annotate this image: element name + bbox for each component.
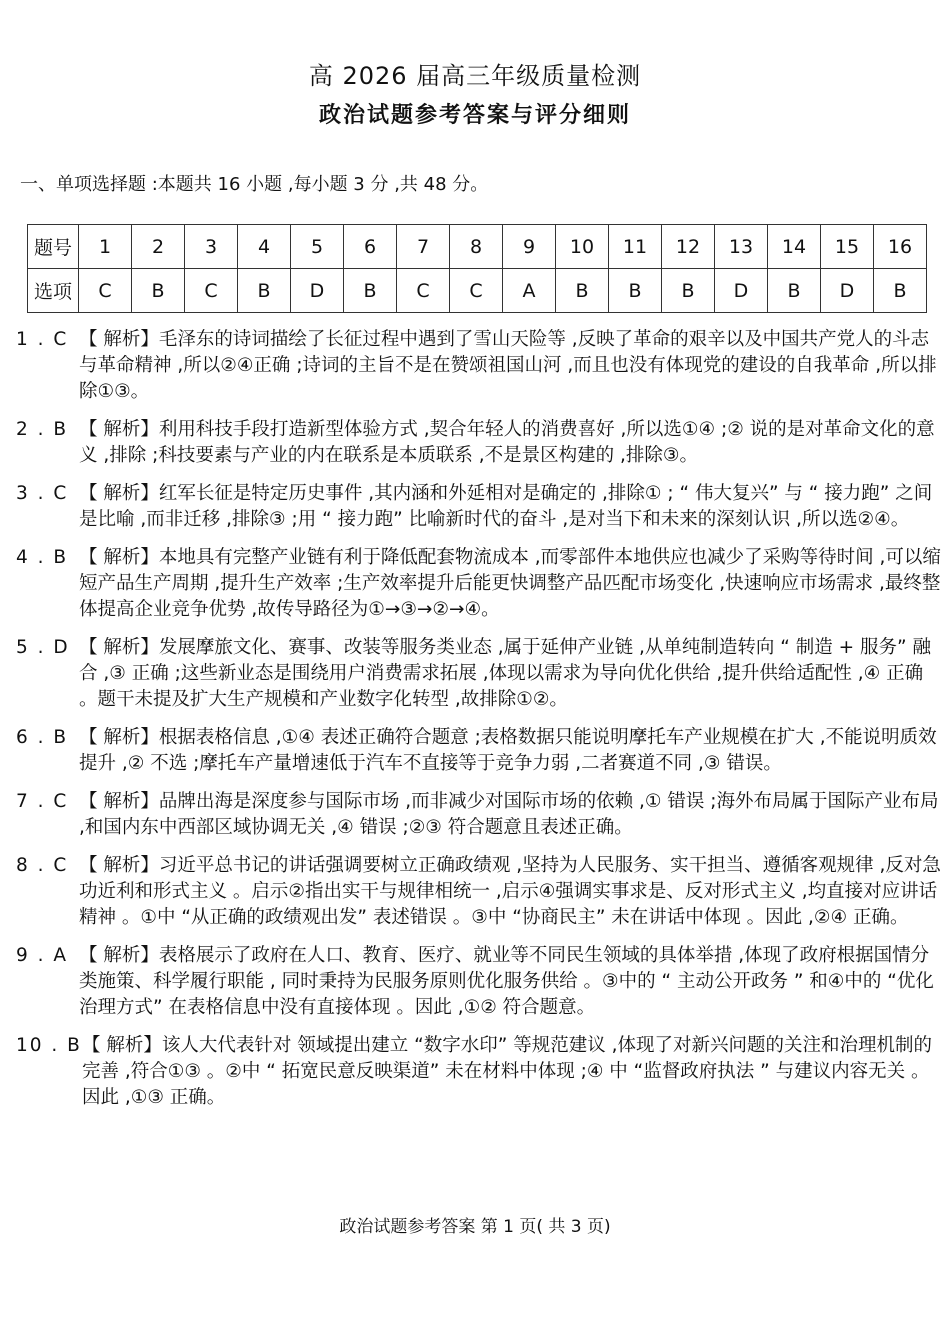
question-number: 15 (821, 225, 874, 269)
explanation-text: 【 解析】发展摩旅文化、赛事、改装等服务类业态 ,属于延伸产业链 ,从单纯制造转向 “ 制造 + 服务” 融合 ,③ 正确 ;这些新业态是围绕用户消费需求拓展 ,体现以需求为导向优化供给 ,提升供给适配性 ,④ 正确 。题干未提及扩大生产规模和产业数字化转型 ,故排除①②。 (79, 637, 931, 710)
answer-table (27, 224, 927, 313)
answer-choice: B (556, 269, 609, 313)
question-number: 7 (397, 225, 450, 269)
explanation-item (16, 417, 942, 469)
answer-choice: C (79, 269, 132, 313)
answer-choice: B (609, 269, 662, 313)
answer-choice: C (185, 269, 238, 313)
explanation-number: 9 . A (16, 945, 69, 966)
explanation-text: 【 解析】本地具有完整产业链有利于降低配套物流成本 ,而零部件本地供应也减少了采购等待时间 ,可以缩短产品生产周期 ,提升生产效率 ;生产效率提升后能更快调整产品匹配市场变化 ,快速响应市场需求 ,最终整体提高企业竞争优势 ,故传导路径为①→③→②→④。 (79, 547, 941, 620)
answer-choice: B (768, 269, 821, 313)
question-number: 14 (768, 225, 821, 269)
question-number: 16 (874, 225, 927, 269)
row-header-number: 题号 (28, 225, 79, 269)
explanation-item (16, 327, 942, 405)
answer-table-choice-row (28, 269, 927, 313)
section-heading: 一、单项选择题 :本题共 16 小题 ,每小题 3 分 ,共 48 分。 (20, 174, 489, 195)
explanation-number: 10 . B (16, 1035, 82, 1056)
question-number: 2 (132, 225, 185, 269)
question-number: 11 (609, 225, 662, 269)
answer-choice: C (450, 269, 503, 313)
answer-choice: B (874, 269, 927, 313)
explanation-item (16, 635, 942, 713)
answer-choice: B (662, 269, 715, 313)
question-number: 3 (185, 225, 238, 269)
explanation-text: 【 解析】该人大代表针对 领域提出建立 “数字水印” 等规范建议 ,体现了对新兴问题的关注和治理机制的完善 ,符合①③ 。②中 “ 拓宽民意反映渠道” 未在材料中体现 ;④ 中 “监督政府执法 ” 与建议内容无关 。因此 ,①③ 正确。 (82, 1035, 932, 1108)
answer-choice: D (291, 269, 344, 313)
explanation-number: 7 . C (16, 791, 69, 812)
answer-table-number-row (28, 225, 927, 269)
explanation-item (16, 789, 942, 841)
question-number: 5 (291, 225, 344, 269)
row-header-choice: 选项 (28, 269, 79, 313)
page-footer: 政治试题参考答案 第 1 页( 共 3 页) (339, 1217, 611, 1237)
question-number: 1 (79, 225, 132, 269)
explanation-text: 【 解析】品牌出海是深度参与国际市场 ,而非减少对国际市场的依赖 ,① 错误 ;海外布局属于国际产业布局 ,和国内东中西部区域协调无关 ,④ 错误 ;②③ 符合题意且表述正确。 (79, 791, 939, 838)
question-number: 9 (503, 225, 556, 269)
explanation-item (16, 481, 942, 533)
explanation-number: 4 . B (16, 547, 69, 568)
explanation-number: 3 . C (16, 483, 69, 504)
answer-choice: B (132, 269, 185, 313)
question-number: 4 (238, 225, 291, 269)
explanation-item (16, 545, 942, 623)
answer-choice: D (715, 269, 768, 313)
explanation-text: 【 解析】表格展示了政府在人口、教育、医疗、就业等不同民生领域的具体举措 ,体现了政府根据国情分类施策、科学履行职能 , 同时秉持为民服务原则优化服务供给 。③中的 “ 主动公开政务 ” 和④中的 “优化治理方式” 在表格信息中没有直接体现 。因此 ,①② 符合题意。 (79, 945, 934, 1018)
question-number: 8 (450, 225, 503, 269)
answer-choice: D (821, 269, 874, 313)
answer-choice: C (397, 269, 450, 313)
explanation-text: 【 解析】利用科技手段打造新型体验方式 ,契合年轻人的消费喜好 ,所以选①④ ;② 说的是对革命文化的意义 ,排除 ;科技要素与产业的内在联系是本质联系 ,不是景区构建的 ,排除③。 (79, 419, 935, 466)
answer-choice: A (503, 269, 556, 313)
question-number: 10 (556, 225, 609, 269)
document-subtitle: 政治试题参考答案与评分细则 (318, 103, 631, 128)
explanation-item (16, 725, 942, 777)
explanation-item (16, 943, 942, 1021)
explanation-number: 5 . D (16, 637, 70, 658)
explanation-text: 【 解析】根据表格信息 ,①④ 表述正确符合题意 ;表格数据只能说明摩托车产业规模在扩大 ,不能说明质效提升 ,② 不选 ;摩托车产量增速低于汽车不直接等于竞争力弱 ,二者赛道不同 ,③ 错误。 (79, 727, 937, 774)
question-number: 12 (662, 225, 715, 269)
explanation-text: 【 解析】习近平总书记的讲话强调要树立正确政绩观 ,坚持为人民服务、实干担当、遵循客观规律 ,反对急功近利和形式主义 。启示②指出实干与规律相统一 ,启示④强调实事求是、反对形式主义 ,均直接对应讲话精神 。①中 “从正确的政绩观出发” 表述错误 。③中 “协商民主” 未在讲话中体现 。因此 ,②④ 正确。 (79, 855, 941, 928)
explanation-number: 8 . C (16, 855, 69, 876)
explanation-item (16, 853, 942, 931)
explanation-text: 【 解析】红军长征是特定历史事件 ,其内涵和外延相对是确定的 ,排除① ; “ 伟大复兴” 与 “ 接力跑” 之间是比喻 ,而非迁移 ,排除③ ;用 “ 接力跑” 比喻新时代的奋斗 ,是对当下和未来的深刻认识 ,所以选②④。 (79, 483, 933, 530)
question-number: 13 (715, 225, 768, 269)
answer-choice: B (238, 269, 291, 313)
explanation-text: 【 解析】毛泽东的诗词描绘了长征过程中遇到了雪山天险等 ,反映了革命的艰辛以及中国共产党人的斗志与革命精神 ,所以②④正确 ;诗词的主旨不是在赞颂祖国山河 ,而且也没有体现党的建设的自我革命 ,所以排除①③。 (79, 329, 937, 402)
explanation-number: 1 . C (16, 329, 69, 350)
answer-choice: B (344, 269, 397, 313)
explanation-number: 6 . B (16, 727, 69, 748)
explanation-number: 2 . B (16, 419, 69, 440)
explanation-item (16, 1033, 942, 1111)
explanation-list (16, 327, 942, 1123)
document-title: 高 2026 届高三年级质量检测 (308, 62, 642, 90)
question-number: 6 (344, 225, 397, 269)
